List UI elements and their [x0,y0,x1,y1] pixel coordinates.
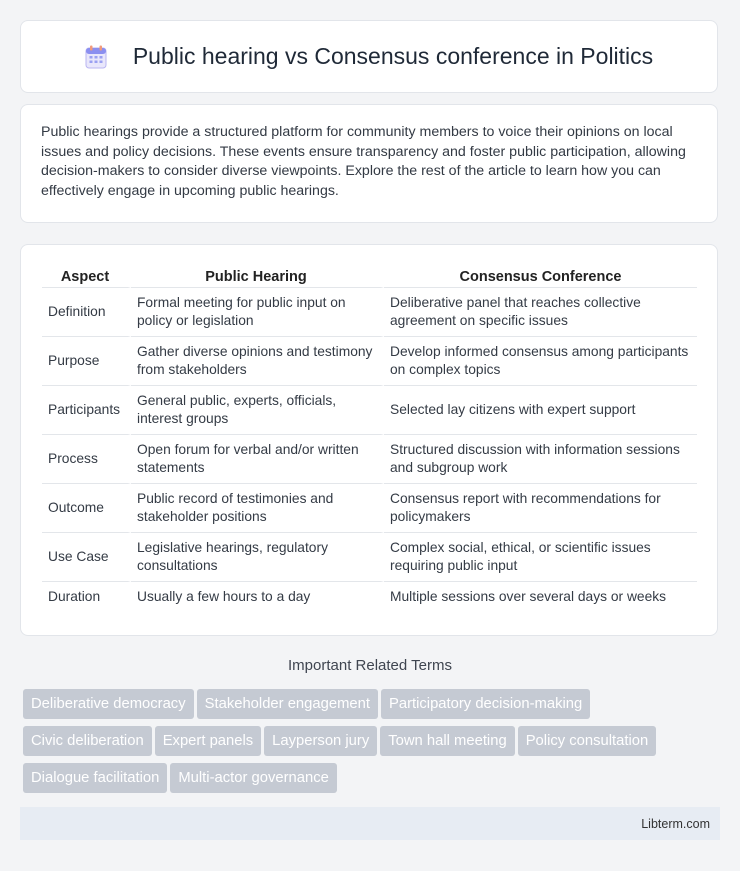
header-aspect: Aspect [42,265,131,288]
footer [20,807,720,840]
cell-consensus-conference: Multiple sessions over several days or weeks [390,589,667,604]
comparison-table [42,265,697,612]
cell-aspect: Duration [42,582,131,612]
cell-aspect: Purpose [42,337,131,386]
table-row [42,582,697,612]
comparison-card [20,244,718,636]
cell-public-hearing: Public record of testimonies and stakeholder positions [131,484,384,533]
term-tag[interactable]: Stakeholder engagement [197,689,378,719]
term-tag[interactable]: Multi-actor governance [170,763,337,793]
term-tag[interactable]: Civic deliberation [23,726,152,756]
cell-public-hearing: General public, experts, officials, interest groups [131,386,384,435]
cell-consensus-conference: Deliberative panel that reaches collective agreement on specific issues [384,288,697,337]
cell-aspect: Definition [42,288,131,337]
header-consensus-conference: Consensus Conference [384,265,697,288]
table-row [42,386,697,435]
table-row [42,484,697,533]
term-tag[interactable]: Layperson jury [264,726,377,756]
cell-aspect: Use Case [42,533,131,582]
table-row [42,337,697,386]
page-title-text: Public hearing vs Consensus conference in Politics [132,43,654,69]
title-card [20,20,718,93]
related-terms-list [23,689,723,800]
table-header-row [42,265,697,288]
cell-public-hearing: Gather diverse opinions and testimony from stakeholders [131,337,384,386]
table-row [42,533,697,582]
term-tag[interactable]: Deliberative democracy [23,689,194,719]
calendar-icon [85,45,107,69]
cell-consensus-conference: Selected lay citizens with expert support [384,386,697,435]
cell-aspect: Process [42,435,131,484]
cell-consensus-conference: Structured discussion with information sessions and subgroup work [384,435,697,484]
footer-site-link[interactable]: Libterm.com [641,816,710,831]
term-tag[interactable]: Town hall meeting [380,726,514,756]
term-tag[interactable]: Policy consultation [518,726,657,756]
cell-aspect: Participants [42,386,131,435]
page-title [85,43,653,70]
header-public-hearing: Public Hearing [131,265,384,288]
cell-consensus-conference: Complex social, ethical, or scientific issues requiring public input [384,533,697,582]
cell-public-hearing: Open forum for verbal and/or written statements [131,435,384,484]
intro-paragraph: Public hearings provide a structured platform for community members to voice their opinions on local issues and policy decisions. These events ensure transparency and foster public participation, allowing decision-makers to consider diverse viewpoints. Explore the rest of the article to learn how you can effectively engage in upcoming public hearings. [41,124,686,199]
table-row [42,435,697,484]
cell-public-hearing: Legislative hearings, regulatory consultations [131,533,384,582]
intro-card [20,104,718,223]
cell-aspect: Outcome [42,484,131,533]
term-tag[interactable]: Dialogue facilitation [23,763,167,793]
term-tag[interactable]: Expert panels [155,726,261,756]
term-tag[interactable]: Participatory decision-making [381,689,590,719]
table-row [42,288,697,337]
cell-public-hearing: Usually a few hours to a day [131,582,384,612]
cell-consensus-conference: Consensus report with recommendations for policymakers [384,484,697,533]
cell-public-hearing: Formal meeting for public input on policy or legislation [131,288,384,337]
related-terms-title: Important Related Terms [288,657,452,674]
cell-consensus-conference: Develop informed consensus among participants on complex topics [384,337,697,386]
